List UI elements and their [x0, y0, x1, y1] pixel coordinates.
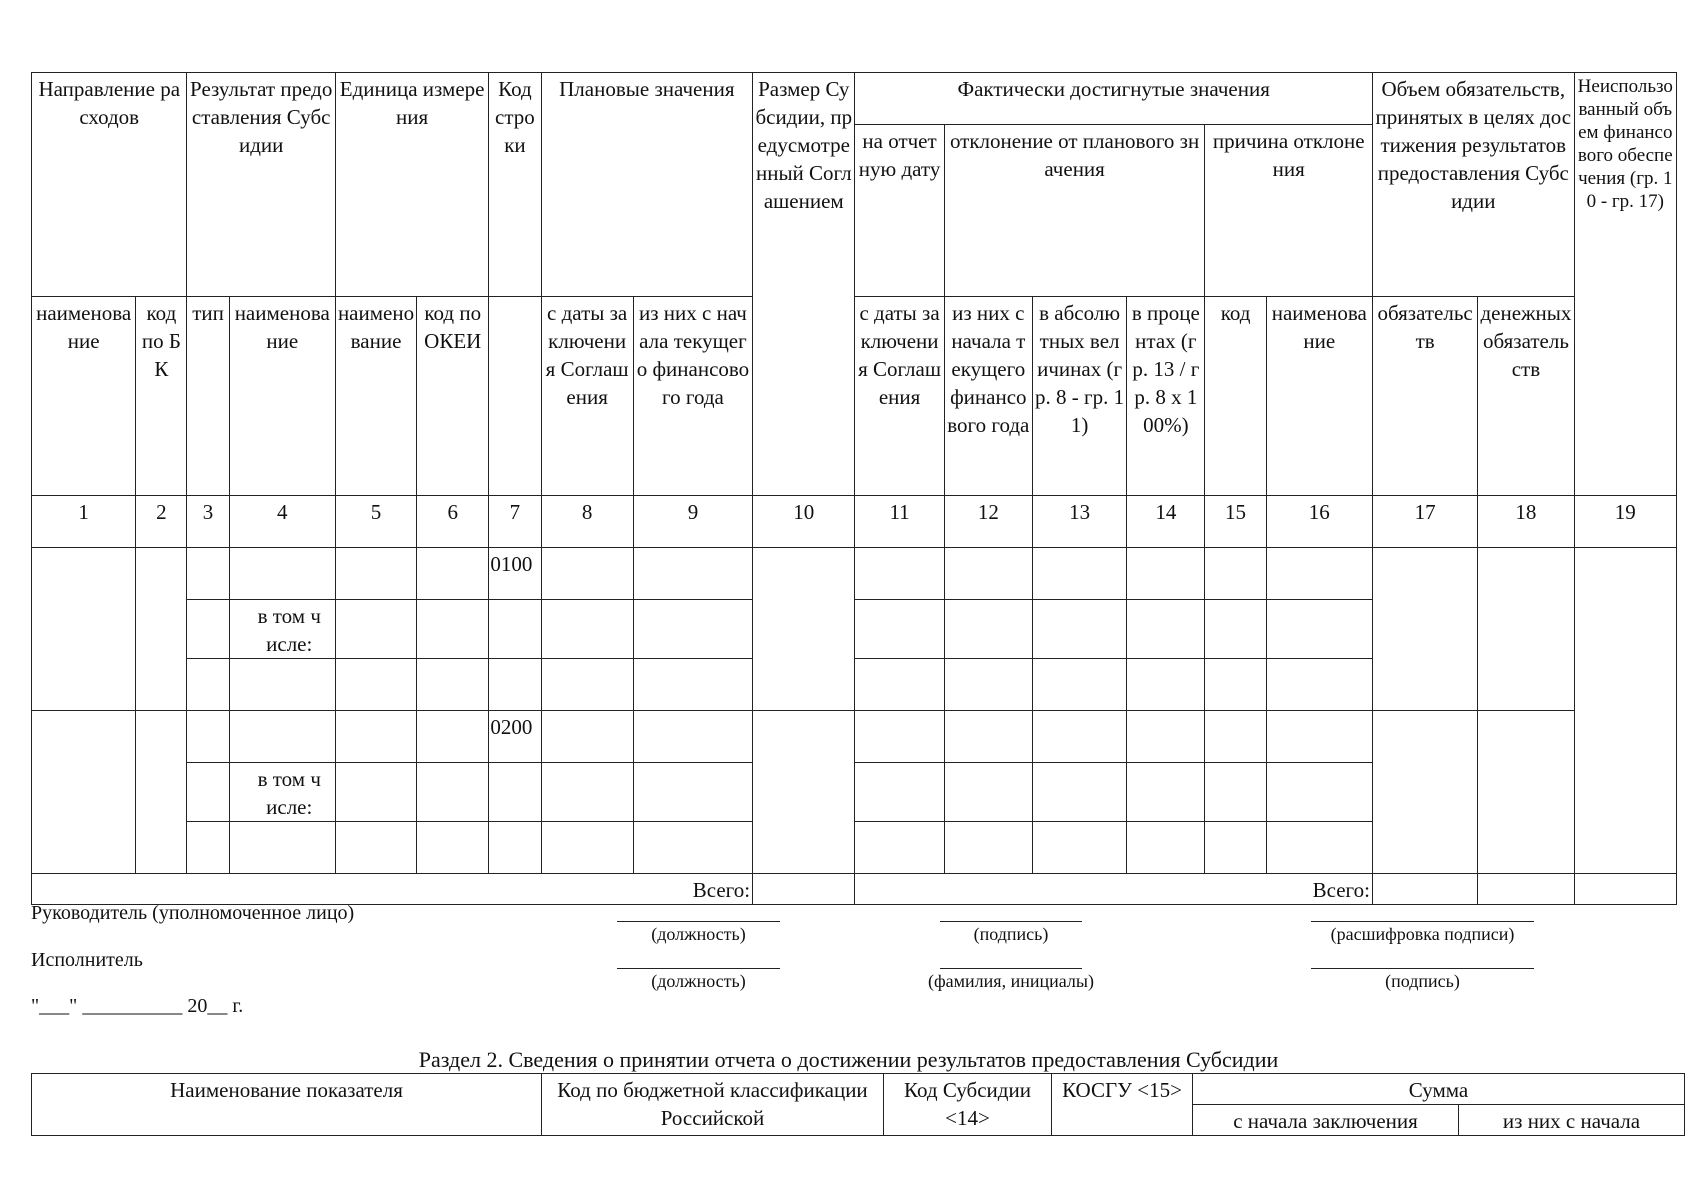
total-razmer[interactable] [753, 874, 855, 905]
subheader-naimenovanie-rezultata: наименование [229, 297, 335, 496]
section2-title: Раздел 2. Сведения о принятии отчета о достижении результатов предоставления Субсидии [418, 1047, 1279, 1072]
header-prichina: причина отклонения [1205, 125, 1373, 297]
s2-header-naimenovanie: Наименование показателя [32, 1074, 542, 1136]
cell-otkl-13[interactable] [1032, 548, 1126, 600]
cell-fakt-11[interactable] [855, 548, 944, 600]
cell-prichina-kod[interactable] [1205, 822, 1266, 874]
column-numbers-row [32, 496, 1677, 548]
column-number: 14 [1127, 496, 1205, 548]
cell-otkl-13[interactable] [1032, 659, 1126, 711]
signature-line[interactable] [617, 921, 780, 922]
subheader-iz-nih-plan: из них с начала текущего финансового года [633, 297, 752, 496]
section2-table [31, 1073, 1685, 1136]
cell-plan-9[interactable] [633, 763, 752, 822]
totals-row [32, 874, 1677, 905]
header-obem: Объем обязательств, принятых в целях достижения результатов предоставления Субсидии [1372, 73, 1574, 297]
cell-edinica[interactable] [335, 548, 416, 600]
cell-prichina-naim[interactable] [1266, 822, 1372, 874]
cell-otkl-14[interactable] [1127, 548, 1205, 600]
total-obyaz-17[interactable] [1372, 874, 1477, 905]
cell-kod[interactable] [489, 600, 541, 659]
subheader-naimenovanie-prichiny: наименование [1266, 297, 1372, 496]
cell-napravlenie-naim[interactable] [32, 711, 136, 874]
subheader-obyazatelstv: обязательств [1372, 297, 1477, 496]
cell-plan-9[interactable] [633, 548, 752, 600]
cell-tip[interactable] [187, 822, 229, 874]
header-edinica: Единица измерения [335, 73, 488, 297]
cell-fakt-12[interactable] [944, 763, 1032, 822]
cell-fakt-12[interactable] [944, 822, 1032, 874]
cell-prichina-kod[interactable] [1205, 659, 1266, 711]
column-number: 1 [32, 496, 136, 548]
cell-otkl-14[interactable] [1127, 763, 1205, 822]
cell-razmer[interactable] [753, 711, 855, 874]
subheader-iz-nih-fakt: из них с начала текущего финансового года [944, 297, 1032, 496]
cell-prichina-naim[interactable] [1266, 711, 1372, 763]
cell-prichina-kod[interactable] [1205, 763, 1266, 822]
column-number: 18 [1478, 496, 1574, 548]
cell-fakt-11[interactable] [855, 659, 944, 711]
cell-kod-bk[interactable] [136, 711, 187, 874]
column-number: 10 [753, 496, 855, 548]
cell-naimenovanie[interactable] [229, 711, 335, 763]
subheader-tip: тип [187, 297, 229, 496]
cell-obyaz-18[interactable] [1478, 548, 1574, 711]
cell-prichina-naim[interactable] [1266, 548, 1372, 600]
subheader-s-daty-plan: с даты заключения Соглашения [541, 297, 633, 496]
caption-dolzhnost: (должность) [651, 924, 746, 944]
signature-line[interactable] [1311, 968, 1534, 969]
column-number: 12 [944, 496, 1032, 548]
rukovoditel-label: Руководитель (уполномоченное лицо) [31, 902, 355, 924]
column-number: 15 [1205, 496, 1266, 548]
ispolnitel-label: Исполнитель [31, 949, 143, 971]
cell-plan-9[interactable] [633, 600, 752, 659]
s2-header-summa: Сумма [1193, 1074, 1685, 1105]
cell-napravlenie-naim[interactable] [32, 548, 136, 711]
cell-obyaz-17[interactable] [1372, 548, 1477, 711]
cell-otkl-13[interactable] [1032, 600, 1126, 659]
cell-razmer[interactable] [753, 548, 855, 711]
subheader-kod-okei: код по ОКЕИ [417, 297, 489, 496]
cell-kod[interactable] [489, 822, 541, 874]
cell-okei[interactable] [417, 600, 489, 659]
cell-prichina-naim[interactable] [1266, 600, 1372, 659]
subheader-empty-kod [489, 297, 541, 496]
cell-okei[interactable] [417, 822, 489, 874]
table-row [32, 711, 1677, 763]
subheader-v-absolyutnyh: в абсолютных величинах (гр. 8 - гр. 11) [1032, 297, 1126, 496]
cell-plan-8[interactable] [541, 548, 633, 600]
cell-otkl-14[interactable] [1127, 659, 1205, 711]
cell-prichina-kod[interactable] [1205, 548, 1266, 600]
column-number: 7 [489, 496, 541, 548]
v-tom-chisle-label: в том числе: [229, 763, 335, 822]
subheader-naimenovanie-edinicy: наименование [335, 297, 416, 496]
cell-otkl-14[interactable] [1127, 600, 1205, 659]
column-number: 3 [187, 496, 229, 548]
cell-tip[interactable] [187, 763, 229, 822]
caption-podpis: (подпись) [1385, 971, 1460, 991]
cell-prichina-kod[interactable] [1205, 711, 1266, 763]
cell-okei[interactable] [417, 548, 489, 600]
cell-plan-9[interactable] [633, 822, 752, 874]
row-code: 0200 [489, 711, 541, 763]
cell-prichina-kod[interactable] [1205, 600, 1266, 659]
cell-otkl-13[interactable] [1032, 763, 1126, 822]
caption-rasshifrovka: (расшифровка подписи) [1330, 924, 1515, 944]
s2-header-kod-subsidii: Код Субсидии <14> [884, 1074, 1052, 1136]
subheader-denezhnyh: денежных обязательств [1478, 297, 1574, 496]
cell-obyaz-17[interactable] [1372, 711, 1477, 874]
cell-plan-9[interactable] [633, 711, 752, 763]
signature-line[interactable] [1311, 921, 1534, 922]
signature-line[interactable] [617, 968, 780, 969]
column-number: 8 [541, 496, 633, 548]
table-row [32, 548, 1677, 600]
cell-obyaz-18[interactable] [1478, 711, 1574, 874]
cell-naimenovanie[interactable] [229, 822, 335, 874]
cell-plan-8[interactable] [541, 822, 633, 874]
cell-prichina-naim[interactable] [1266, 659, 1372, 711]
cell-fakt-11[interactable] [855, 822, 944, 874]
column-number: 2 [136, 496, 187, 548]
column-number: 9 [633, 496, 752, 548]
cell-fakt-12[interactable] [944, 711, 1032, 763]
cell-tip[interactable] [187, 659, 229, 711]
header-razmer: Размер Субсидии, предусмотренный Соглашением [753, 73, 855, 496]
row-code: 0100 [489, 548, 541, 600]
cell-edinica[interactable] [335, 763, 416, 822]
cell-tip[interactable] [187, 711, 229, 763]
cell-plan-8[interactable] [541, 711, 633, 763]
cell-fakt-12[interactable] [944, 548, 1032, 600]
s2-header-iz-nih-s-nachala: из них с начала [1459, 1105, 1685, 1136]
cell-prichina-naim[interactable] [1266, 763, 1372, 822]
header-rezultat: Результат предоставления Субсидии [187, 73, 335, 297]
cell-plan-8[interactable] [541, 659, 633, 711]
cell-kod[interactable] [489, 763, 541, 822]
date-line[interactable]: "___" __________ 20__ г. [31, 995, 244, 1017]
cell-fakt-12[interactable] [944, 659, 1032, 711]
subheader-naimenovanie: наименование [32, 297, 136, 496]
header-na-otchetnuyu: на отчетную дату [855, 125, 944, 297]
report-table [31, 72, 1677, 905]
s2-header-kosgu: КОСГУ <15> [1052, 1074, 1193, 1136]
cell-otkl-13[interactable] [1032, 822, 1126, 874]
column-number: 17 [1372, 496, 1477, 548]
cell-kod[interactable] [489, 659, 541, 711]
caption-dolzhnost: (должность) [651, 971, 746, 991]
cell-fakt-12[interactable] [944, 600, 1032, 659]
cell-edinica[interactable] [335, 659, 416, 711]
cell-edinica[interactable] [335, 711, 416, 763]
total-neispolz[interactable] [1574, 874, 1676, 905]
column-number: 19 [1574, 496, 1676, 548]
cell-tip[interactable] [187, 600, 229, 659]
column-number: 5 [335, 496, 416, 548]
signature-line[interactable] [940, 968, 1082, 969]
cell-okei[interactable] [417, 711, 489, 763]
caption-familiya: (фамилия, инициалы) [928, 971, 1094, 991]
cell-okei[interactable] [417, 659, 489, 711]
caption-podpis: (подпись) [973, 924, 1049, 944]
signature-line[interactable] [940, 921, 1082, 922]
subheader-kod-po-bk: код по БК [136, 297, 187, 496]
cell-plan-9[interactable] [633, 659, 752, 711]
cell-naimenovanie[interactable] [229, 659, 335, 711]
cell-edinica[interactable] [335, 600, 416, 659]
cell-plan-8[interactable] [541, 763, 633, 822]
total-label-fakt: Всего: [855, 874, 1373, 905]
s2-header-s-nachala-zaklyucheniya: с начала заключения [1193, 1105, 1459, 1136]
header-fakticheski: Фактически достигнутые значения [855, 73, 1373, 125]
subheader-kod-prichiny: код [1205, 297, 1266, 496]
subheader-v-procentah: в процентах (гр. 13 / гр. 8 x 100%) [1127, 297, 1205, 496]
cell-okei[interactable] [417, 763, 489, 822]
total-label-plan: Всего: [32, 874, 753, 905]
cell-edinica[interactable] [335, 822, 416, 874]
cell-neispolz[interactable] [1574, 548, 1676, 874]
cell-tip[interactable] [187, 548, 229, 600]
cell-otkl-14[interactable] [1127, 822, 1205, 874]
column-number: 16 [1266, 496, 1372, 548]
total-obyaz-18[interactable] [1478, 874, 1574, 905]
cell-naimenovanie[interactable] [229, 548, 335, 600]
header-napravlenie: Направление расходов [32, 73, 187, 297]
s2-header-kod-bk: Код по бюджетной классификации Российской [542, 1074, 884, 1136]
column-number: 4 [229, 496, 335, 548]
header-planovye: Плановые значения [541, 73, 753, 297]
cell-fakt-11[interactable] [855, 763, 944, 822]
cell-fakt-11[interactable] [855, 600, 944, 659]
cell-fakt-11[interactable] [855, 711, 944, 763]
cell-otkl-13[interactable] [1032, 711, 1126, 763]
cell-kod-bk[interactable] [136, 548, 187, 711]
v-tom-chisle-label: в том числе: [229, 600, 335, 659]
column-number: 13 [1032, 496, 1126, 548]
header-kod-stroki: Код строки [489, 73, 541, 297]
column-number: 11 [855, 496, 944, 548]
column-number: 6 [417, 496, 489, 548]
cell-plan-8[interactable] [541, 600, 633, 659]
subheader-s-daty-fakt: с даты заключения Соглашения [855, 297, 944, 496]
cell-otkl-14[interactable] [1127, 711, 1205, 763]
header-otklonenie: отклонение от планового значения [944, 125, 1205, 297]
header-neispolz: Неиспользованный объем финансового обеспечения (гр. 10 - гр. 17) [1574, 73, 1676, 496]
